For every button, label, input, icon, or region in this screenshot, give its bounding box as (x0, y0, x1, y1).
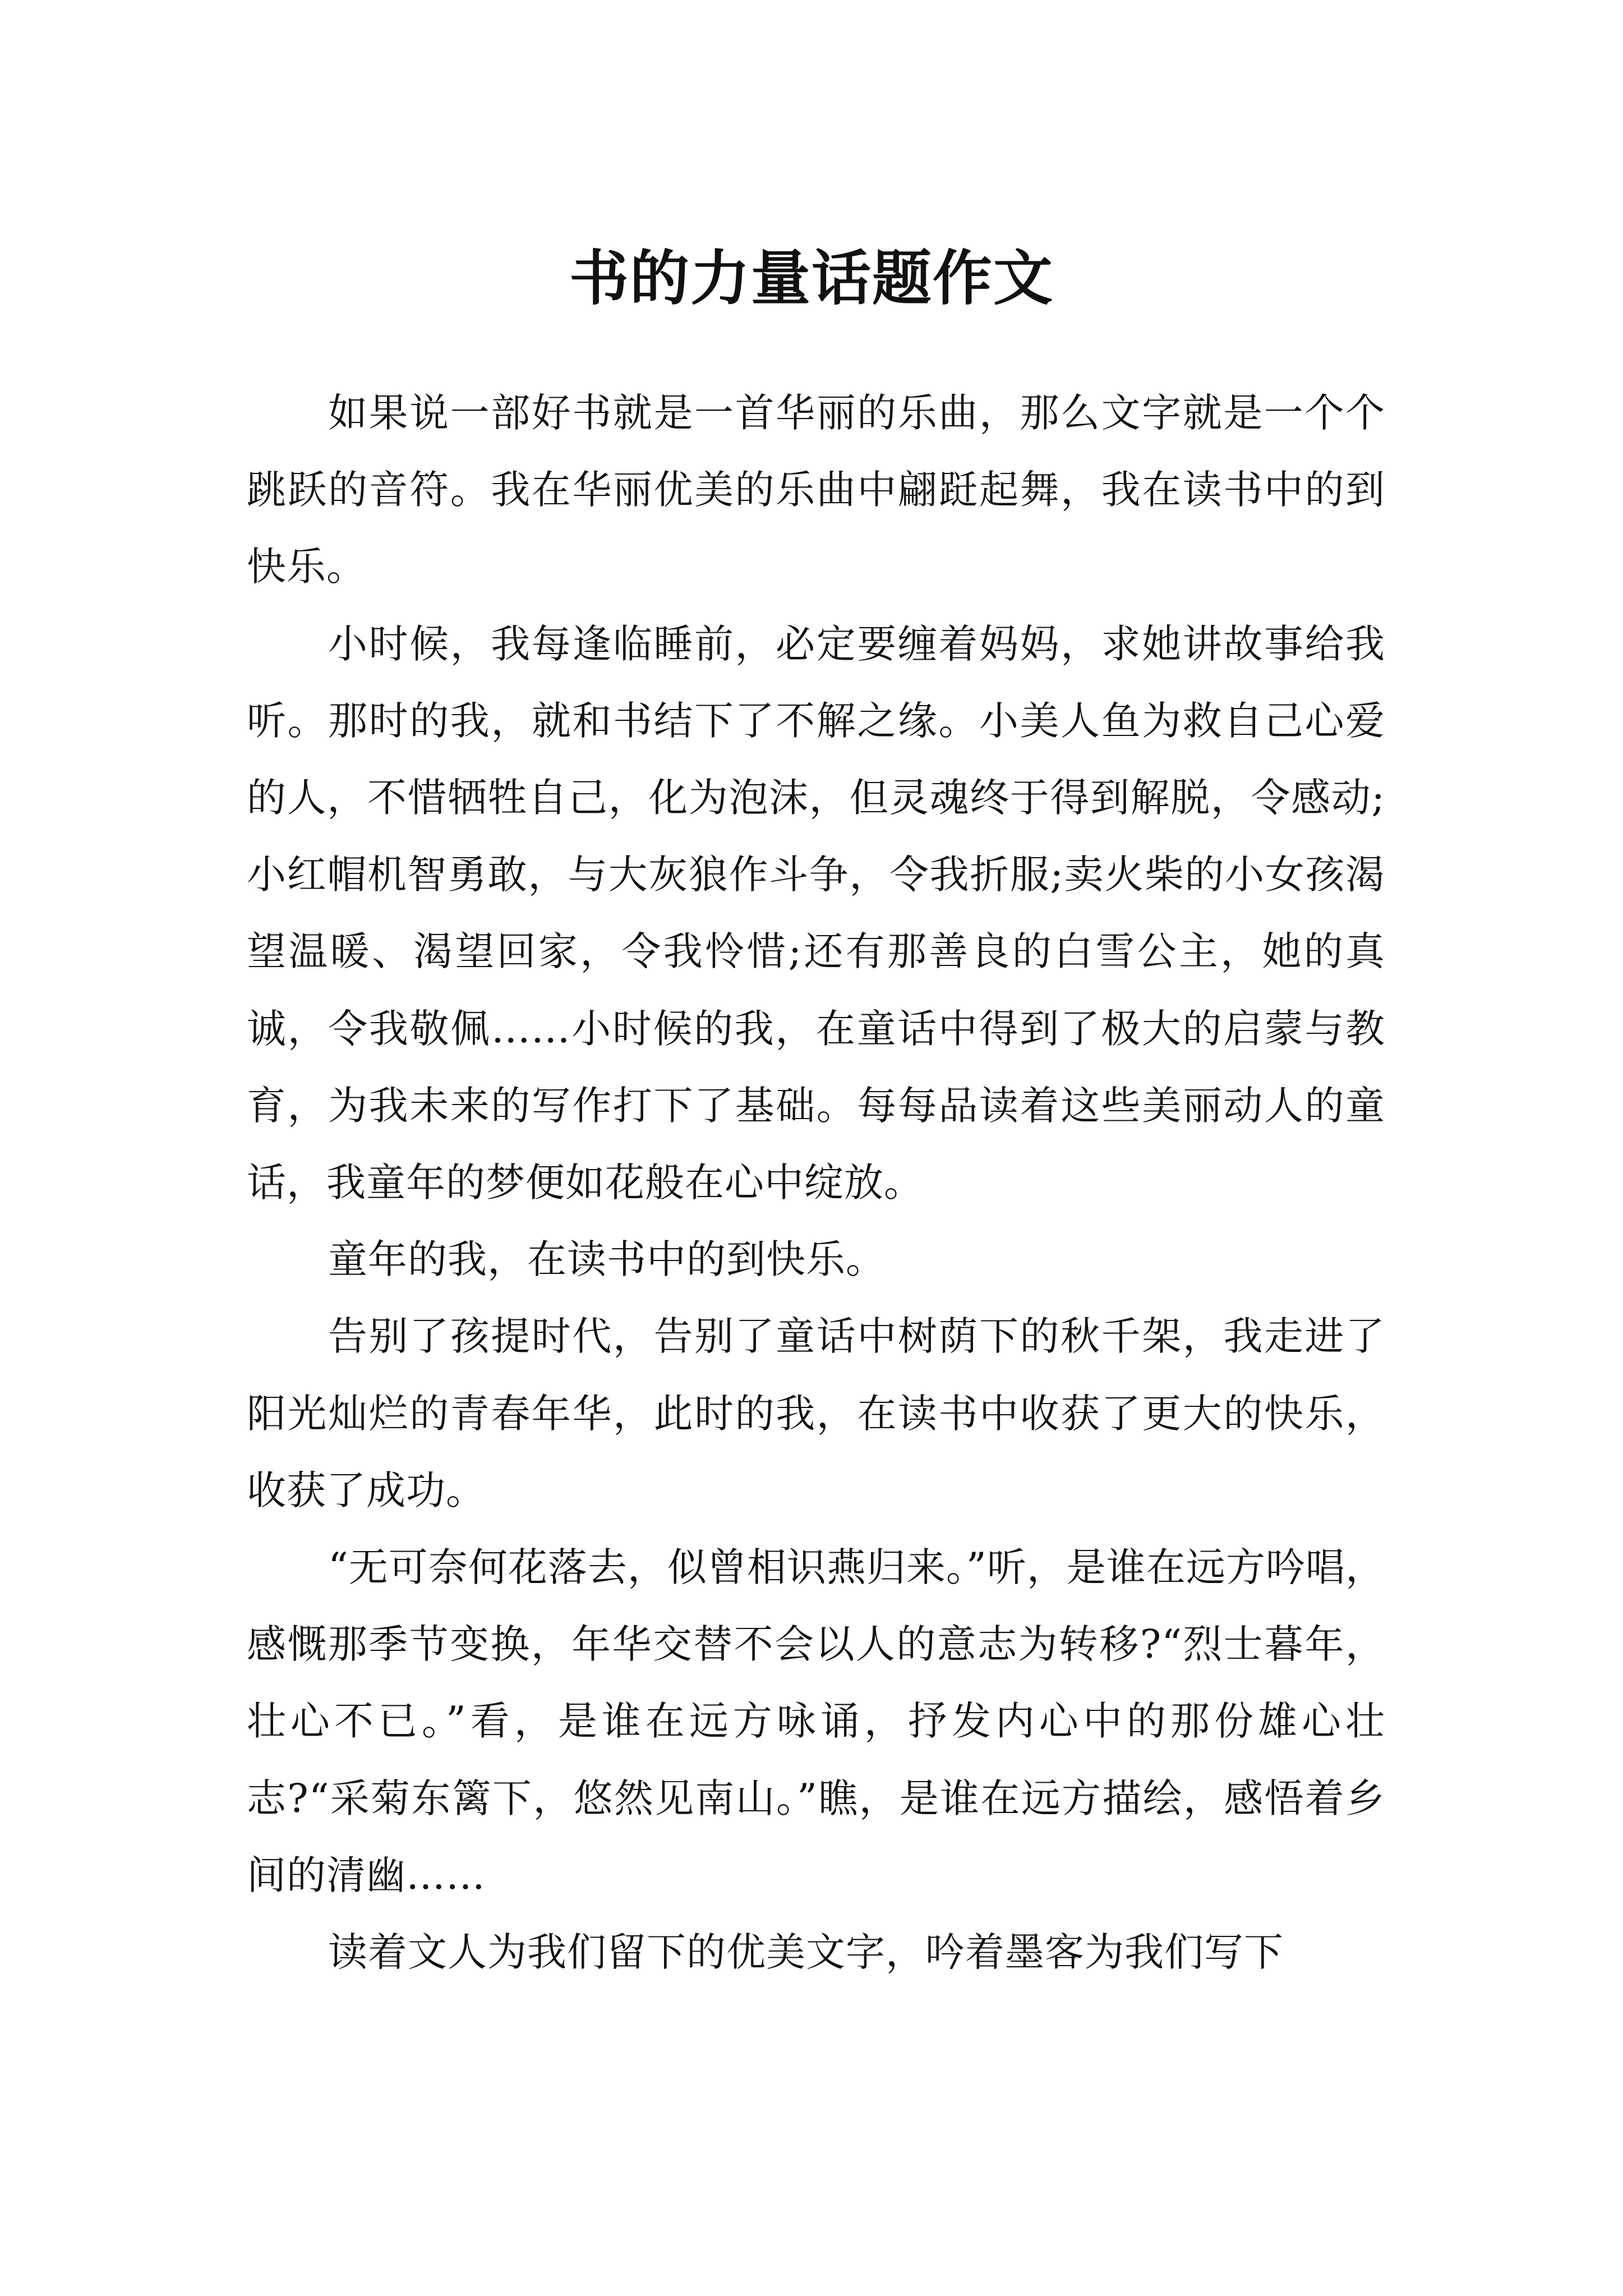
paragraph-1: 如果说一部好书就是一首华丽的乐曲，那么文字就是一个个跳跃的音符。我在华丽优美的乐曲中翩跹起舞，我在读书中的到快乐。 (247, 390, 1385, 590)
paragraph-5: “无可奈何花落去，似曾相识燕归来。”听，是谁在远方吟唱，感慨那季节变换，年华交替不会以人的意志为转移?“烈士暮年，壮心不已。”看，是谁在远方咏诵，抒发内心中的那份雄心壮志?“采菊东篱下，悠然见南山。”瞧，是谁在远方描绘，感悟着乡间的清幽…… (247, 1544, 1385, 1898)
paragraph-3: 童年的我，在读书中的到快乐。 (328, 1236, 886, 1283)
paragraph-2: 小时候，我每逢临睡前，必定要缠着妈妈，求她讲故事给我听。那时的我，就和书结下了不解之缘。小美人鱼为救自己心爱的人，不惜牺牲自己，化为泡沫，但灵魂终于得到解脱，令感动;小红帽机智勇敢，与大灰狼作斗争，令我折服;卖火柴的小女孩渴望温暖、渴望回家，令我怜惜;还有那善良的白雪公主，她的真诚，令我敬佩……小时候的我，在童话中得到了极大的启蒙与教育，为我未来的写作打下了基础。每每品读着这些美丽动人的童话，我童年的梦便如花般在心中绽放。 (247, 620, 1385, 1206)
paragraph-6: 读着文人为我们留下的优美文字，吟着墨客为我们写下 (328, 1929, 1284, 1976)
document-body (247, 375, 1385, 1991)
document-title: 书的力量话题作文 (569, 243, 1054, 314)
paragraph-4: 告别了孩提时代，告别了童话中树荫下的秋千架，我走进了阳光灿烂的青春年华，此时的我，在读书中收获了更大的快乐，收获了成功。 (247, 1313, 1385, 1513)
